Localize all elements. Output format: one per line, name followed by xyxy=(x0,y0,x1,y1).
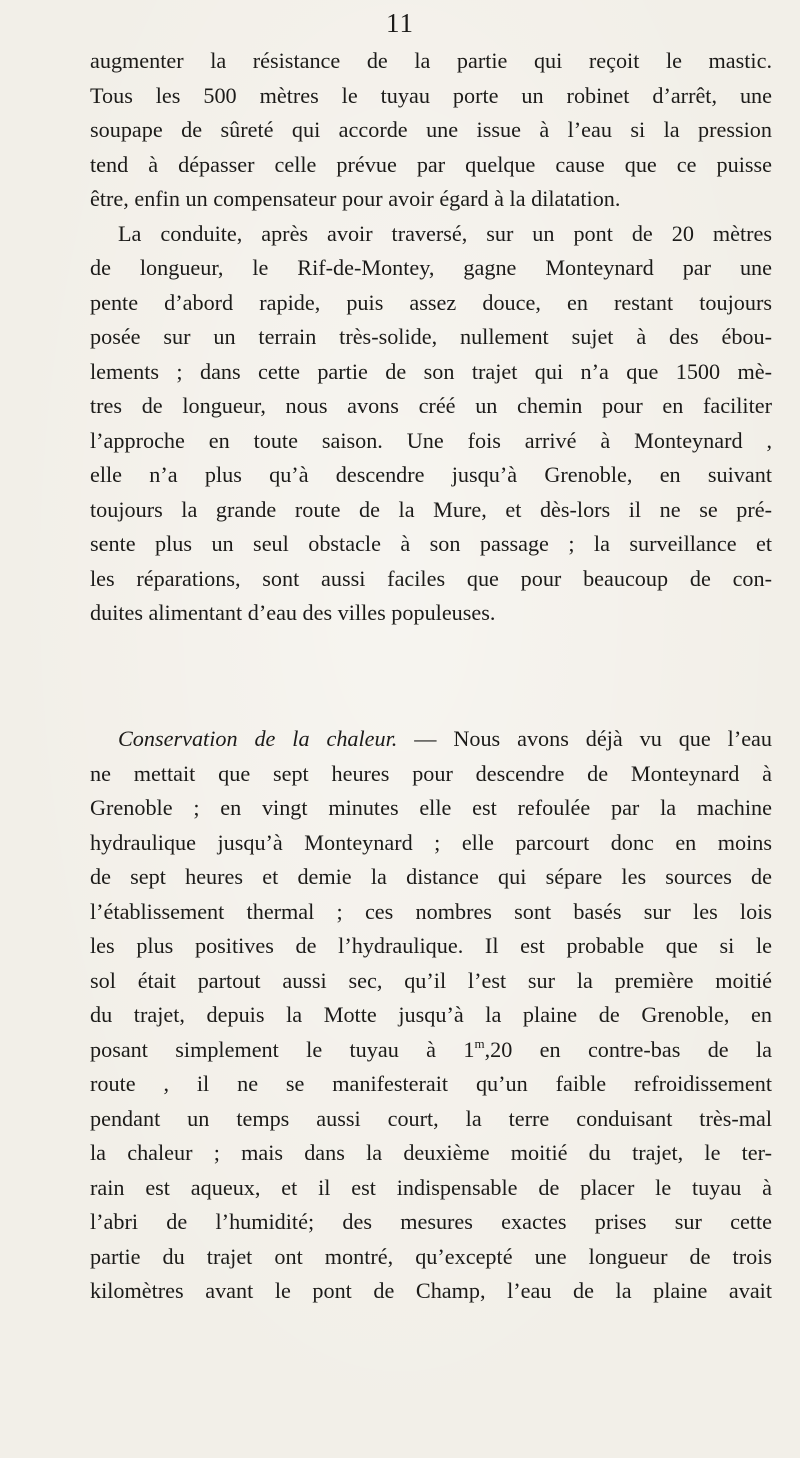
text-line: sol était partout aussi sec, qu’il l’est sur la première moitié xyxy=(90,967,772,993)
text-line: de sept heures et demie la distance qui sépare les sources de xyxy=(90,864,772,889)
body-text-bottom xyxy=(90,722,772,1309)
heading-line-text: — Nous avons déjà vu que l’eau xyxy=(397,726,772,751)
measurement-unit: m xyxy=(474,1035,485,1051)
text-line: sente plus un seul obstacle à son passage ; la surveillance et xyxy=(90,531,772,556)
text-line: elle n’a plus qu’à descendre jusqu’à Grenoble, en suivant xyxy=(90,462,772,487)
text-line: toujours la grande route de la Mure, et dès-lors il ne se pré- xyxy=(90,496,772,522)
text-line: du trajet, depuis la Motte jusqu’à la plaine de Grenoble, en xyxy=(90,1002,772,1027)
section-heading: Conservation de la chaleur. xyxy=(118,726,398,751)
text-line: pendant un temps aussi court, la terre conduisant très-mal xyxy=(90,1105,772,1131)
text-line: Grenoble ; en vingt minutes elle est refoulée par la machine xyxy=(90,795,772,820)
measurement-before: posant simplement le tuyau à 1 xyxy=(90,1036,475,1062)
text-line: la chaleur ; mais dans la deuxième moitié du trajet, le ter- xyxy=(90,1140,772,1165)
text-line: les plus positives de l’hydraulique. Il est probable que si le xyxy=(90,933,772,958)
text-line: ne mettait que sept heures pour descendre de Monteynard à xyxy=(90,760,772,786)
text-line: l’établissement thermal ; ces nombres sont basés sur les lois xyxy=(90,898,772,924)
text-line: lements ; dans cette partie de son trajet qui n’a que 1500 mè- xyxy=(90,358,772,384)
text-line: hydraulique jusqu’à Monteynard ; elle parcourt donc en moins xyxy=(90,829,772,855)
measurement-after: ,20 en contre-bas de la xyxy=(484,1036,773,1062)
text-line: augmenter la résistance de la partie qui reçoit le mastic. xyxy=(90,48,772,73)
text-line: soupape de sûreté qui accorde une issue à l’eau si la pression xyxy=(90,117,772,142)
text-line: kilomètres avant le pont de Champ, l’eau de la plaine avait xyxy=(90,1278,772,1303)
text-line: partie du trajet ont montré, qu’excepté une longueur de trois xyxy=(90,1243,772,1269)
body-text-top xyxy=(90,44,772,631)
text-line: tend à dépasser celle prévue par quelque cause que ce puisse xyxy=(90,151,772,177)
measurement-line xyxy=(90,1033,772,1068)
text-line: Tous les 500 mètres le tuyau porte un robinet d’arrêt, une xyxy=(90,82,772,108)
text-line: de longueur, le Rif-de-Montey, gagne Monteynard par une xyxy=(90,255,772,280)
text-line: rain est aqueux, et il est indispensable de placer le tuyau à xyxy=(90,1174,772,1200)
text-line: pente d’abord rapide, puis assez douce, en restant toujours xyxy=(90,289,772,315)
text-line: La conduite, après avoir traversé, sur un pont de 20 mètres xyxy=(118,220,772,246)
text-line: tres de longueur, nous avons créé un chemin pour en faciliter xyxy=(90,393,772,418)
text-line: l’abri de l’humidité; des mesures exactes prises sur cette xyxy=(90,1209,772,1234)
text-line: route , il ne se manifesterait qu’un faible refroidissement xyxy=(90,1071,772,1096)
text-line: posée sur un terrain très-solide, nullement sujet à des ébou- xyxy=(90,324,772,349)
text-line: l’approche en toute saison. Une fois arrivé à Monteynard , xyxy=(90,427,772,453)
text-line: duites alimentant d’eau des villes populeuses. xyxy=(90,600,496,625)
text-line: être, enfin un compensateur pour avoir égard à la dilatation. xyxy=(90,186,621,211)
text-line: les réparations, sont aussi faciles que pour beaucoup de con- xyxy=(90,565,772,591)
section-heading-line xyxy=(90,722,772,757)
page-number: 11 xyxy=(386,8,414,38)
